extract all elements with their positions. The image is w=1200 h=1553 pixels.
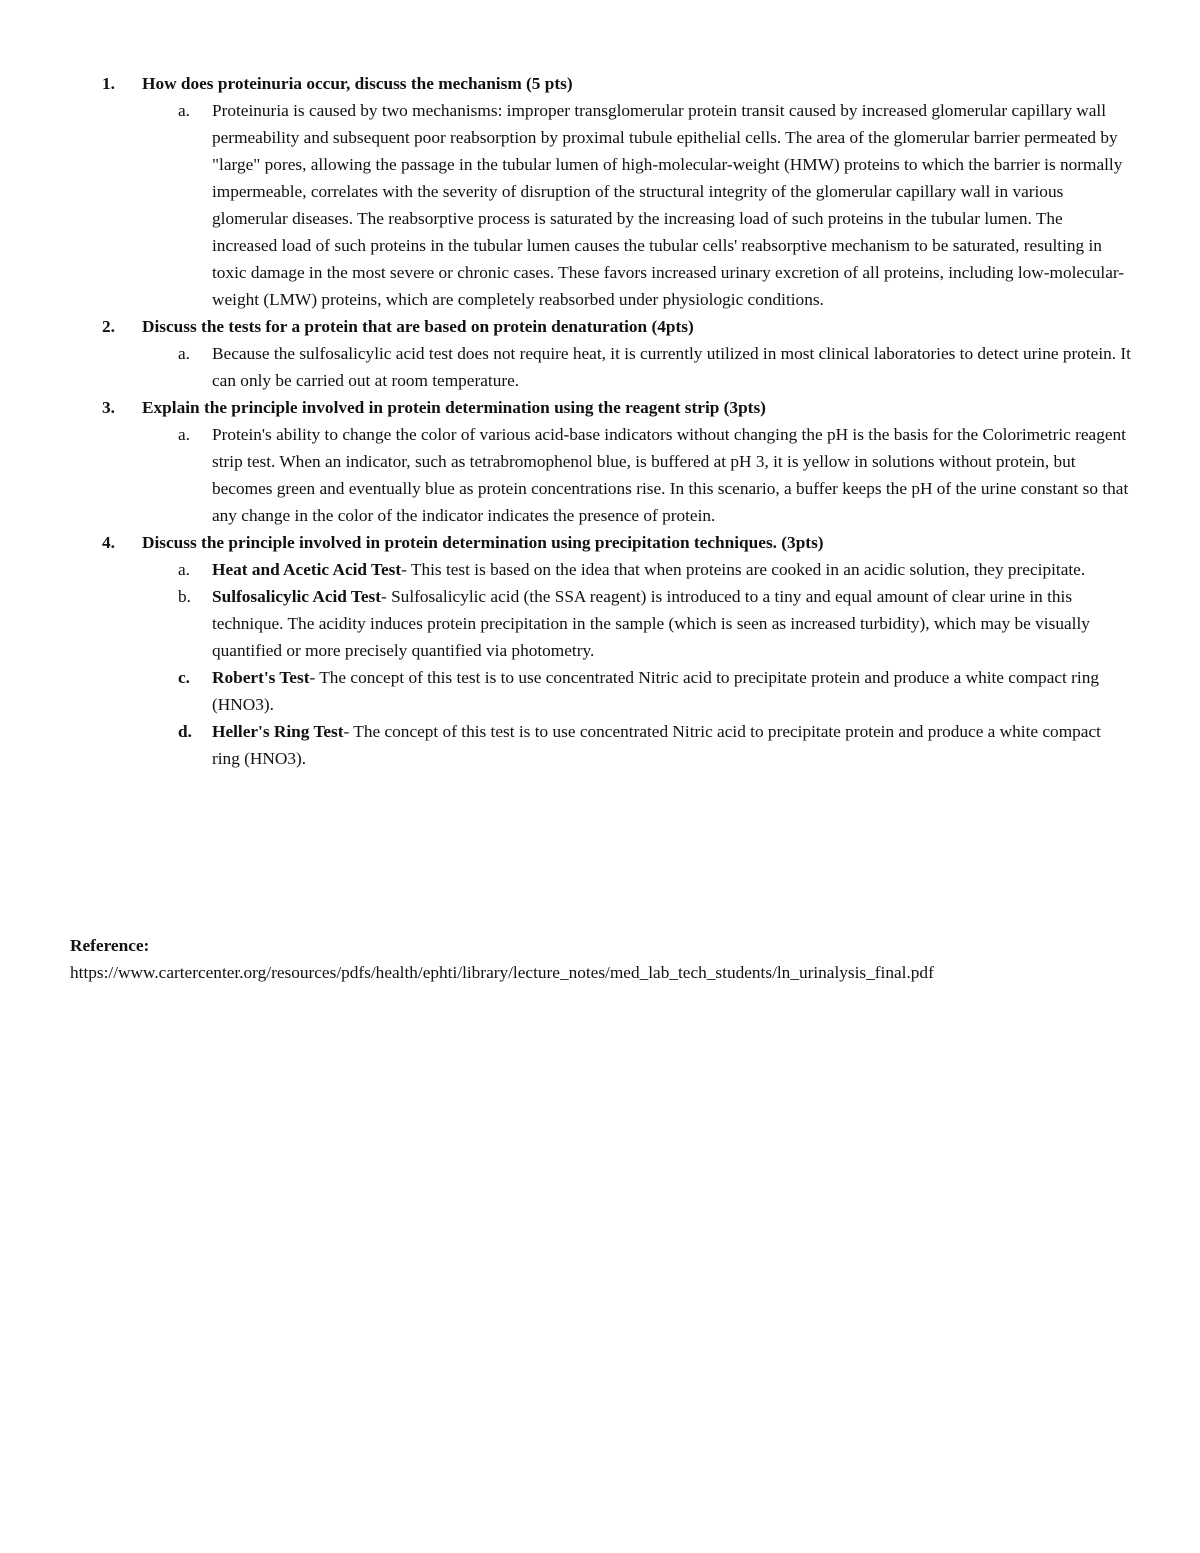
answer-letter: a. xyxy=(178,425,190,444)
answer-list xyxy=(102,421,1132,529)
answer-item xyxy=(102,556,1132,583)
answer-test-name: Heat and Acetic Acid Test xyxy=(212,560,402,579)
question-title: How does proteinuria occur, discuss the mechanism (5 pts) xyxy=(142,74,573,93)
question-heading xyxy=(102,313,1132,340)
answer-letter: a. xyxy=(178,344,190,363)
question-number: 1. xyxy=(102,74,115,93)
answer-letter: d. xyxy=(178,722,192,741)
answer-text: - Sulfosalicylic acid (the SSA reagent) is introduced to a tiny and equal amount of clear urine in this technique. The acidity induces protein precipitation in the sample (which is seen as increased turbidity), which may be visually quantified or more precisely quantified via photometry. xyxy=(212,587,1090,660)
answer-text: Protein's ability to change the color of various acid-base indicators without changing the pH is the basis for the Colorimetric reagent strip test. When an indicator, such as tetrabromophenol blue, is buffered at pH 3, it is yellow in solutions without protein, but becomes green and eventually blue as protein concentrations rise. In this scenario, a buffer keeps the pH of the urine constant so that any change in the color of the indicator indicates the presence of protein. xyxy=(212,425,1129,525)
question-list xyxy=(102,70,1132,772)
answer-item xyxy=(102,718,1132,772)
question-heading xyxy=(102,529,1132,556)
answer-test-name: Heller's Ring Test xyxy=(212,722,344,741)
answer-item xyxy=(102,421,1132,529)
question-title: Explain the principle involved in protein determination using the reagent strip (3pts) xyxy=(142,398,766,417)
reference-section xyxy=(70,932,1130,986)
question-title: Discuss the principle involved in protein determination using precipitation techniques. (3pts) xyxy=(142,533,824,552)
answer-text: Because the sulfosalicylic acid test does not require heat, it is currently utilized in most clinical laboratories to detect urine protein. It can only be carried out at room temperature. xyxy=(212,344,1131,390)
answer-letter: a. xyxy=(178,101,190,120)
question-heading xyxy=(102,70,1132,97)
answer-letter: c. xyxy=(178,668,190,687)
reference-heading: Reference: xyxy=(70,936,150,955)
reference-url[interactable]: https://www.cartercenter.org/resources/pdfs/health/ephti/library/lecture_notes/med_lab_tech_students/ln_urinalysis_final.pdf xyxy=(70,963,934,982)
answer-item xyxy=(102,97,1132,313)
answer-text: - The concept of this test is to use concentrated Nitric acid to precipitate protein and produce a white compact ring (HNO3). xyxy=(212,668,1099,714)
question-item xyxy=(102,70,1132,313)
answer-letter: a. xyxy=(178,560,190,579)
answer-list xyxy=(102,556,1132,772)
answer-item xyxy=(102,664,1132,718)
answer-item xyxy=(102,583,1132,664)
question-number: 4. xyxy=(102,533,115,552)
question-heading xyxy=(102,394,1132,421)
answer-test-name: Sulfosalicylic Acid Test xyxy=(212,587,381,606)
answer-text: - The concept of this test is to use concentrated Nitric acid to precipitate protein and produce a white compact ring (HNO3). xyxy=(212,722,1101,768)
question-item xyxy=(102,529,1132,772)
question-item xyxy=(102,394,1132,529)
answer-list xyxy=(102,340,1132,394)
question-title: Discuss the tests for a protein that are based on protein denaturation (4pts) xyxy=(142,317,694,336)
answer-list xyxy=(102,97,1132,313)
answer-letter: b. xyxy=(178,587,191,606)
answer-text: - This test is based on the idea that when proteins are cooked in an acidic solution, they precipitate. xyxy=(401,560,1086,579)
question-number: 2. xyxy=(102,317,115,336)
answer-text: Proteinuria is caused by two mechanisms: improper transglomerular protein transit caused by increased glomerular capillary wall permeability and subsequent poor reabsorption by proximal tubule epithelial cells. The area of the glomerular barrier permeated by "large" pores, allowing the passage in the tubular lumen of high-molecular-weight (HMW) proteins to which the barrier is normally impermeable, correlates with the severity of disruption of the structural integrity of the glomerular capillary wall in various glomerular diseases. The reabsorptive process is saturated by the increasing load of such proteins in the tubular lumen. The increased load of such proteins in the tubular lumen causes the tubular cells' reabsorptive mechanism to be saturated, resulting in toxic damage in the most severe or chronic cases. These favors increased urinary excretion of all proteins, including low-molecular-weight (LMW) proteins, which are completely reabsorbed under physiologic conditions. xyxy=(212,101,1125,309)
answer-test-name: Robert's Test xyxy=(212,668,310,687)
question-item xyxy=(102,313,1132,394)
question-number: 3. xyxy=(102,398,115,417)
answer-item xyxy=(102,340,1132,394)
